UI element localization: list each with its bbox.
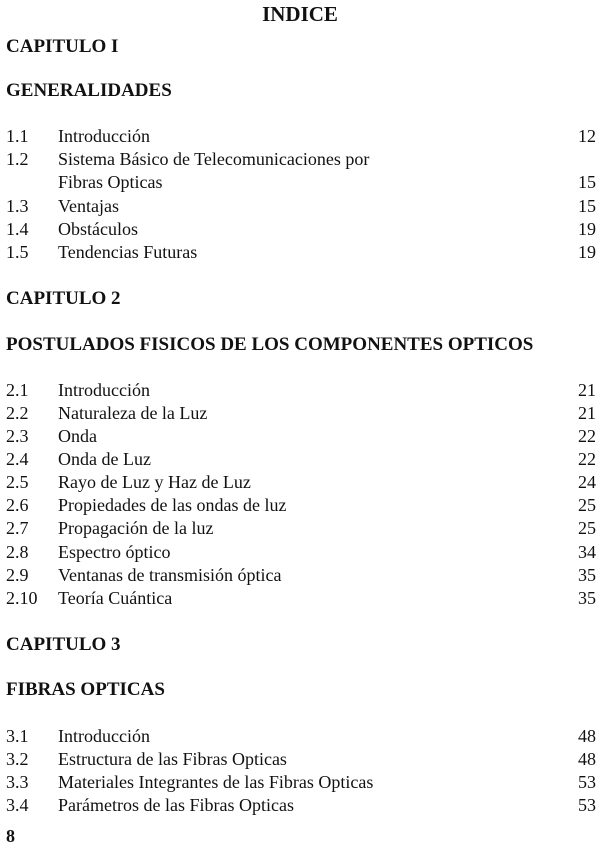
entry-page: 21 <box>578 403 596 423</box>
toc-entry-2-3 <box>6 425 596 448</box>
entry-title: Introducción <box>58 380 150 400</box>
entry-page: 15 <box>578 172 596 192</box>
toc-entry-2-8 <box>6 541 596 564</box>
entry-page: 12 <box>578 126 596 146</box>
entry-title: Obstáculos <box>58 219 138 239</box>
toc-entry-2-1 <box>6 379 596 402</box>
entry-title: Materiales Integrantes de las Fibras Opticas <box>58 772 374 792</box>
entry-number: 1.2 <box>6 149 29 169</box>
toc-entry-1-3 <box>6 195 596 218</box>
entry-page: 22 <box>578 426 596 446</box>
entry-number: 2.3 <box>6 426 29 446</box>
entry-title: Tendencias Futuras <box>58 242 198 262</box>
toc-entry-1-4 <box>6 218 596 241</box>
toc-entry-3-4 <box>6 794 596 817</box>
chapter-1-heading: CAPITULO I <box>6 36 119 57</box>
chapter-3-heading: CAPITULO 3 <box>6 634 121 655</box>
entry-number: 1.5 <box>6 242 29 262</box>
toc-entry-2-10 <box>6 587 596 610</box>
entry-title: Propagación de la luz <box>58 518 214 538</box>
entry-number: 2.5 <box>6 472 29 492</box>
entry-number: 2.6 <box>6 495 29 515</box>
entry-page: 53 <box>578 795 596 815</box>
toc-entry-2-5 <box>6 471 596 494</box>
toc-entry-1-2 <box>6 148 596 171</box>
entry-title: Introducción <box>58 126 150 146</box>
page-number: 8 <box>6 826 15 846</box>
entry-number: 2.10 <box>6 588 38 608</box>
entry-title: Naturaleza de la Luz <box>58 403 208 423</box>
entry-title: Ventajas <box>58 196 119 216</box>
entry-page: 19 <box>578 219 596 239</box>
entry-title: Teoría Cuántica <box>58 588 173 608</box>
toc-entry-2-6 <box>6 494 596 517</box>
entry-title: Onda de Luz <box>58 449 151 469</box>
entry-title: Onda <box>58 426 97 446</box>
entry-page: 53 <box>578 772 596 792</box>
toc-entry-2-7 <box>6 517 596 540</box>
entry-number: 1.1 <box>6 126 29 146</box>
chapter-1-name: GENERALIDADES <box>6 80 172 101</box>
toc-entry-2-9 <box>6 564 596 587</box>
entry-title: Rayo de Luz y Haz de Luz <box>58 472 251 492</box>
entry-title: Estructura de las Fibras Opticas <box>58 749 287 769</box>
entry-title: Propiedades de las ondas de luz <box>58 495 287 515</box>
entry-page: 21 <box>578 380 596 400</box>
entry-number: 3.2 <box>6 749 29 769</box>
toc-entry-1-5 <box>6 241 596 264</box>
entry-title: Sistema Básico de Telecomunicaciones por <box>58 149 370 169</box>
entry-page: 48 <box>578 749 596 769</box>
entry-title: Espectro óptico <box>58 542 171 562</box>
entry-title: Ventanas de transmisión óptica <box>58 565 282 585</box>
entry-page: 15 <box>578 196 596 216</box>
entry-page: 24 <box>578 472 596 492</box>
entry-page: 19 <box>578 242 596 262</box>
toc-entry-1-1 <box>6 125 596 148</box>
entry-page: 25 <box>578 495 596 515</box>
entry-number: 3.4 <box>6 795 29 815</box>
entry-number: 1.4 <box>6 219 29 239</box>
toc-entry-2-2 <box>6 402 596 425</box>
entry-title: Parámetros de las Fibras Opticas <box>58 795 294 815</box>
toc-entry-3-2 <box>6 748 596 771</box>
entry-page: 48 <box>578 726 596 746</box>
entry-title: Introducción <box>58 726 150 746</box>
entry-number: 1.3 <box>6 196 29 216</box>
toc-entry-3-3 <box>6 771 596 794</box>
chapter-2-name: POSTULADOS FISICOS DE LOS COMPONENTES OPTICOS <box>6 334 534 355</box>
chapter-3-name: FIBRAS OPTICAS <box>6 679 165 700</box>
toc-entry-2-4 <box>6 448 596 471</box>
entry-title-continued: Fibras Opticas <box>58 172 163 192</box>
toc-entry-1-2-cont <box>6 171 596 194</box>
entry-number: 2.9 <box>6 565 29 585</box>
entry-page: 35 <box>578 565 596 585</box>
entry-number: 3.1 <box>6 726 29 746</box>
entry-page: 22 <box>578 449 596 469</box>
entry-page: 34 <box>578 542 596 562</box>
index-title: INDICE <box>262 2 338 26</box>
entry-page: 25 <box>578 518 596 538</box>
entry-number: 3.3 <box>6 772 29 792</box>
chapter-2-heading: CAPITULO 2 <box>6 288 121 309</box>
entry-number: 2.2 <box>6 403 29 423</box>
entry-number: 2.8 <box>6 542 29 562</box>
entry-page: 35 <box>578 588 596 608</box>
entry-number: 2.1 <box>6 380 29 400</box>
entry-number: 2.4 <box>6 449 29 469</box>
toc-entry-3-1 <box>6 725 596 748</box>
entry-number: 2.7 <box>6 518 29 538</box>
